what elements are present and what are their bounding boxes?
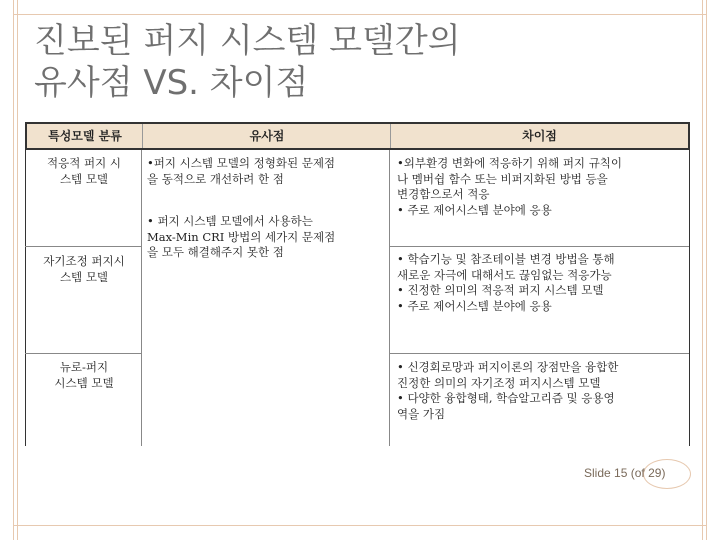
frame-line-right-inner <box>702 0 703 540</box>
difference-line: 나 멤버쉽 함수 또는 비퍼지화된 방법 등을 <box>397 171 608 186</box>
model-line: 스템 모델 <box>59 269 109 284</box>
table-row-2-difference <box>397 252 687 314</box>
slide-current: 15 <box>614 466 628 480</box>
slide-label: Slide <box>584 466 611 480</box>
table-row-3-difference <box>397 360 687 422</box>
difference-line: • 주로 제어시스템 분야에 응용 <box>397 298 552 313</box>
title-line-1: 진보된 퍼지 시스템 모델간의 <box>34 21 461 61</box>
model-line: 뉴로-퍼지 <box>59 360 109 374</box>
slide-of-label: (of <box>630 466 645 480</box>
frame-line-left-inner <box>17 0 18 540</box>
table-row-3-model <box>31 360 137 391</box>
difference-line: 역을 가짐 <box>397 406 446 421</box>
difference-line: • 학습기능 및 참조테이블 변경 방법을 통해 <box>397 252 615 266</box>
difference-line: • 다양한 융합형태, 학습알고리즘 및 응용영 <box>397 391 615 405</box>
frame-line-left-outer <box>13 0 14 540</box>
similarity-line: 을 동적으로 개선하려 한 점 <box>147 171 284 186</box>
column-divider <box>141 150 142 446</box>
slide-total: 29) <box>648 466 666 480</box>
model-line: 자기조정 퍼지시 <box>43 254 125 268</box>
row-divider <box>25 246 141 247</box>
table-border-left <box>25 150 26 446</box>
table-row-1-difference <box>397 156 687 218</box>
model-line: 시스템 모델 <box>54 375 114 390</box>
column-divider <box>389 150 390 446</box>
similarity-line: •퍼지 시스템 모델의 정형화된 문제점 <box>147 156 336 170</box>
similarity-line: 을 모두 해결해주지 못한 점 <box>147 245 284 259</box>
table-row-1-model <box>31 156 137 187</box>
difference-line: • 진정한 의미의 적응적 퍼지 시스템 모델 <box>397 283 604 297</box>
header-similarity: 유사점 <box>249 129 285 143</box>
slide-number <box>584 466 665 480</box>
similarity-line: • 퍼지 시스템 모델에서 사용하는 <box>147 214 313 228</box>
slide-title <box>34 20 674 104</box>
difference-line: 새로운 자극에 대해서도 끊임없는 적응가능 <box>397 267 612 282</box>
table-header-row <box>25 122 690 150</box>
comparison-table <box>25 122 690 446</box>
similarity-line: Max-Min CRI 방법의 세가지 문제점 <box>147 229 336 244</box>
header-model-class: 특성모델 분류 <box>48 129 122 143</box>
similarity-2 <box>147 214 387 261</box>
row-divider <box>389 353 689 354</box>
table-border-right <box>689 150 690 446</box>
model-line: 적응적 퍼지 시 <box>47 156 121 170</box>
model-line: 스템 모델 <box>59 171 109 186</box>
row-divider <box>25 353 141 354</box>
difference-line: • 신경회로망과 퍼지이론의 장점만을 융합한 <box>397 360 619 374</box>
similarity-1 <box>147 156 387 187</box>
difference-line: 변경함으로서 적응 <box>397 187 490 201</box>
row-divider <box>389 246 689 247</box>
table-row-2-model <box>29 254 139 285</box>
difference-line: • 주로 제어시스템 분야에 응용 <box>397 202 552 217</box>
frame-line-top <box>13 14 707 15</box>
frame-line-bottom <box>13 525 707 526</box>
frame-line-right-outer <box>706 0 707 540</box>
difference-line: •외부환경 변화에 적응하기 위해 퍼지 규칙이 <box>397 156 623 170</box>
title-line-2: 유사점 VS. 차이점 <box>34 63 309 103</box>
difference-line: 진정한 의미의 자기조정 퍼지시스템 모델 <box>397 375 601 390</box>
header-difference: 차이점 <box>522 129 557 143</box>
